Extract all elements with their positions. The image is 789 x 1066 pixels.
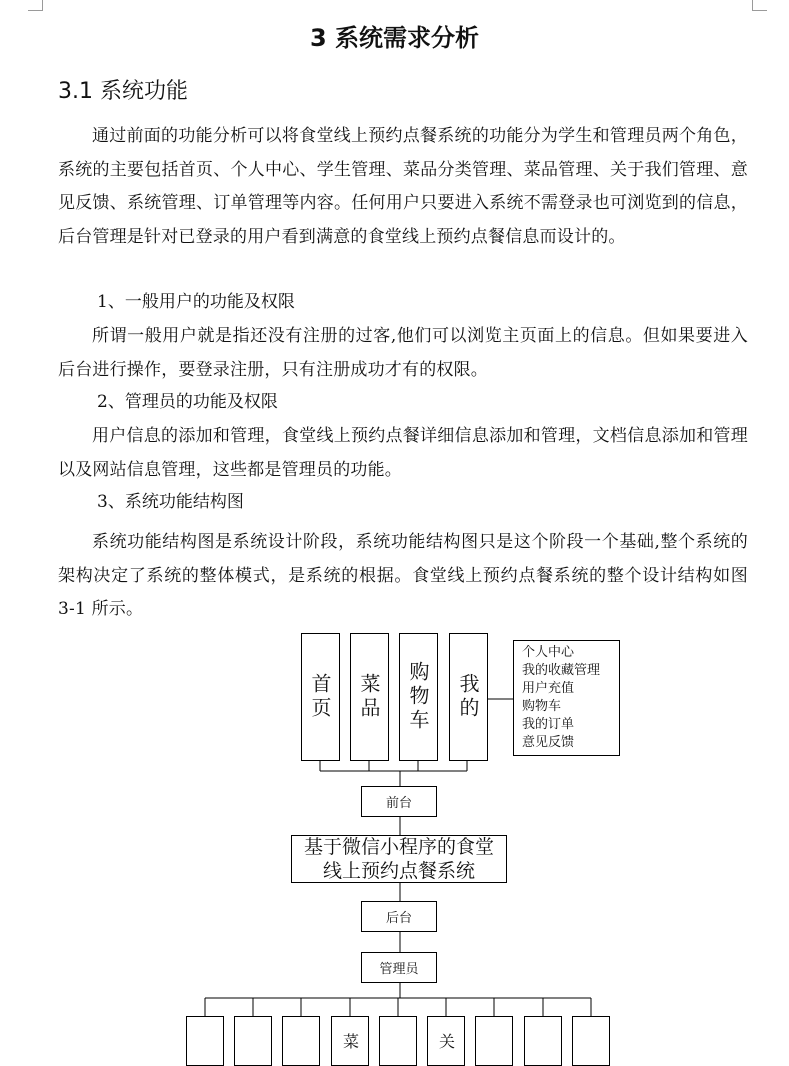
paragraph-general-user: 所谓一般用户就是指还没有注册的过客,他们可以浏览主页面上的信息。但如果要进入后台进行操作，要登录注册，只有注册成功才有的权限。 bbox=[58, 326, 748, 380]
admin-module-box-5 bbox=[379, 1016, 417, 1066]
module-mine-box bbox=[449, 633, 488, 761]
frontend-box bbox=[361, 786, 437, 817]
module-cart-label: 购物车 bbox=[406, 661, 430, 733]
subitem-feedback: 意见反馈 bbox=[522, 735, 575, 750]
subheading-general-user: 1、一般用户的功能及权限 bbox=[97, 292, 295, 312]
subheading-structure: 3、系统功能结构图 bbox=[97, 492, 244, 512]
admin-label: 管理员 bbox=[379, 962, 419, 977]
module-home-label: 首页 bbox=[308, 673, 332, 721]
system-name-line1: 基于微信小程序的食堂 bbox=[303, 836, 494, 858]
system-name-line2: 线上预约点餐系统 bbox=[322, 860, 475, 882]
subitem-favorites: 我的收藏管理 bbox=[522, 663, 601, 678]
admin-module-6-char: 关 bbox=[438, 1032, 455, 1051]
subitem-recharge: 用户充值 bbox=[522, 681, 575, 696]
admin-module-box-7 bbox=[475, 1016, 513, 1066]
frontend-label: 前台 bbox=[385, 796, 412, 811]
system-name-box bbox=[291, 835, 507, 883]
paragraph-structure: 系统功能结构图是系统设计阶段，系统功能结构图只是这个阶段一个基础,整个系统的架构决定了系统的整体模式，是系统的根据。食堂线上预约点餐系统的整个设计结构如图 3-1 所示。 bbox=[58, 532, 748, 619]
module-home-box bbox=[301, 633, 340, 761]
paragraph-intro: 通过前面的功能分析可以将食堂线上预约点餐系统的功能分为学生和管理员两个角色，系统的主要包括首页、个人中心、学生管理、菜品分类管理、菜品管理、关于我们管理、意见反馈、系统管理、订单管理等内容。任何用户只要进入系统不需登录也可浏览到的信息，后台管理是针对已登录的用户看到满意的食堂线上预约点餐信息而设计的。 bbox=[58, 126, 748, 247]
module-dishes-box bbox=[350, 633, 389, 761]
admin-box bbox=[361, 952, 437, 983]
admin-module-box-8 bbox=[524, 1016, 562, 1066]
module-dishes-label: 菜品 bbox=[357, 673, 381, 721]
admin-module-box-4 bbox=[331, 1016, 369, 1066]
section-title: 3.1 系统功能 bbox=[58, 79, 188, 104]
admin-module-box-2 bbox=[234, 1016, 272, 1066]
admin-module-4-char: 菜 bbox=[342, 1032, 359, 1051]
subheading-admin: 2、管理员的功能及权限 bbox=[97, 392, 278, 412]
subitem-personal-center: 个人中心 bbox=[522, 645, 575, 660]
subitem-my-orders: 我的订单 bbox=[522, 717, 575, 732]
admin-module-box-9 bbox=[572, 1016, 610, 1066]
module-cart-box bbox=[399, 633, 438, 761]
module-mine-label: 我的 bbox=[456, 673, 480, 721]
paragraph-admin: 用户信息的添加和管理，食堂线上预约点餐详细信息添加和管理，文档信息添加和管理以及网站信息管理，这些都是管理员的功能。 bbox=[58, 426, 748, 480]
subitem-cart: 购物车 bbox=[522, 699, 562, 714]
admin-module-box-3 bbox=[282, 1016, 320, 1066]
mine-subitems-box bbox=[513, 640, 620, 756]
chapter-title: 3 系统需求分析 bbox=[309, 24, 480, 52]
admin-module-box-1 bbox=[186, 1016, 224, 1066]
backend-box bbox=[361, 901, 437, 932]
backend-label: 后台 bbox=[385, 911, 412, 926]
admin-module-box-6 bbox=[427, 1016, 465, 1066]
